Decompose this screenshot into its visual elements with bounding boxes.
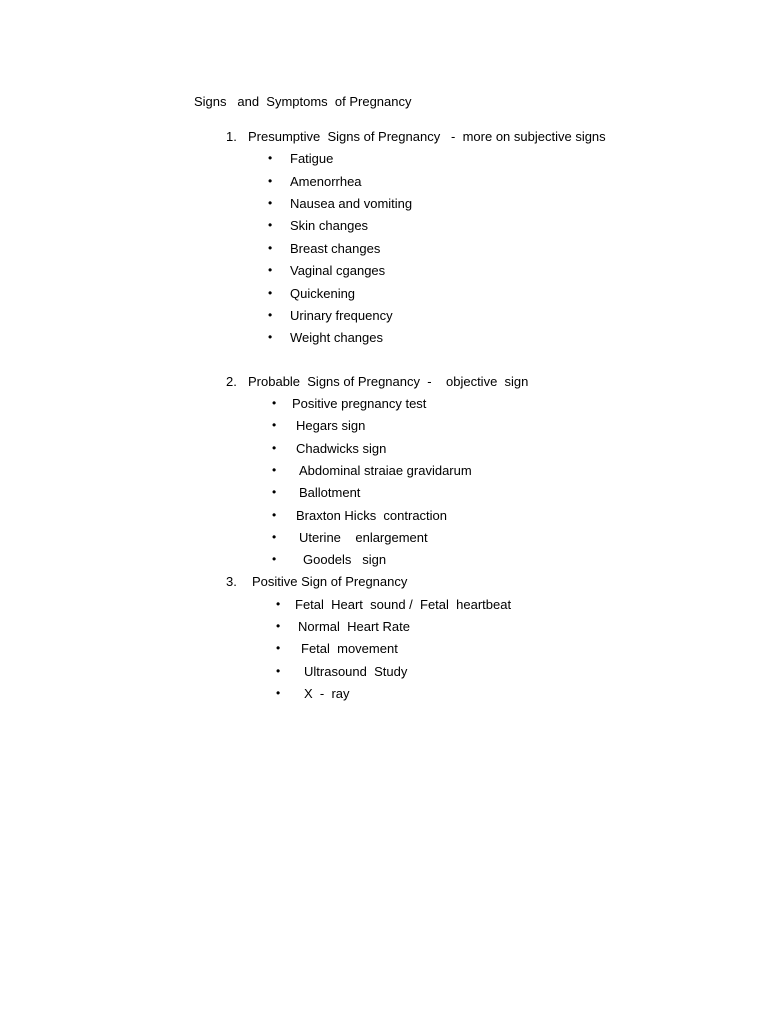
- list-item: Breast changes: [290, 241, 381, 256]
- bullet-icon: •: [276, 597, 281, 611]
- bullet-icon: •: [268, 286, 273, 300]
- list-item: Ballotment: [299, 485, 361, 500]
- list-item: Uterine enlargement: [299, 530, 428, 545]
- list-item: Goodels sign: [303, 552, 387, 567]
- list-item: Nausea and vomiting: [290, 196, 413, 211]
- bullet-icon: •: [268, 151, 273, 165]
- bullet-icon: •: [276, 686, 281, 700]
- bullet-icon: •: [276, 641, 281, 655]
- bullet-icon: •: [272, 396, 277, 410]
- bullet-icon: •: [268, 330, 273, 344]
- section-heading: Probable Signs of Pregnancy - objective sign: [248, 374, 529, 389]
- bullet-icon: •: [268, 218, 273, 232]
- bullet-icon: •: [272, 418, 277, 432]
- bullet-icon: •: [276, 619, 281, 633]
- list-item: Abdominal straiae gravidarum: [299, 463, 472, 478]
- bullet-icon: •: [272, 530, 277, 544]
- bullet-icon: •: [272, 441, 277, 455]
- section-heading: Presumptive Signs of Pregnancy - more on subjective signs: [248, 129, 606, 144]
- bullet-icon: •: [272, 485, 277, 499]
- bullet-icon: •: [276, 664, 281, 678]
- list-item: Chadwicks sign: [296, 441, 387, 456]
- list-item: Quickening: [290, 286, 356, 301]
- list-item: Normal Heart Rate: [298, 619, 410, 634]
- list-item: Fetal movement: [301, 641, 398, 656]
- bullet-icon: •: [272, 552, 277, 566]
- bullet-icon: •: [268, 308, 273, 322]
- section-number: 1.: [226, 129, 237, 144]
- list-item: Hegars sign: [296, 418, 366, 433]
- list-item: X - ray: [304, 686, 350, 701]
- section-heading: Positive Sign of Pregnancy: [252, 574, 408, 589]
- list-item: Skin changes: [290, 218, 369, 233]
- bullet-icon: •: [272, 463, 277, 477]
- list-item: Ultrasound Study: [304, 664, 408, 679]
- bullet-icon: •: [268, 196, 273, 210]
- bullet-icon: •: [268, 263, 273, 277]
- list-item: Positive pregnancy test: [292, 396, 427, 411]
- list-item: Vaginal cganges: [290, 263, 386, 278]
- bullet-icon: •: [268, 174, 273, 188]
- section-number: 3.: [226, 574, 237, 589]
- bullet-icon: •: [268, 241, 273, 255]
- bullet-icon: •: [272, 508, 277, 522]
- list-item: Urinary frequency: [290, 308, 393, 323]
- list-item: Amenorrhea: [290, 174, 362, 189]
- section-number: 2.: [226, 374, 237, 389]
- list-item: Fetal Heart sound / Fetal heartbeat: [295, 597, 512, 612]
- page-title: Signs and Symptoms of Pregnancy: [194, 94, 412, 109]
- list-item: Fatigue: [290, 151, 334, 166]
- list-item: Weight changes: [290, 330, 383, 345]
- list-item: Braxton Hicks contraction: [296, 508, 448, 523]
